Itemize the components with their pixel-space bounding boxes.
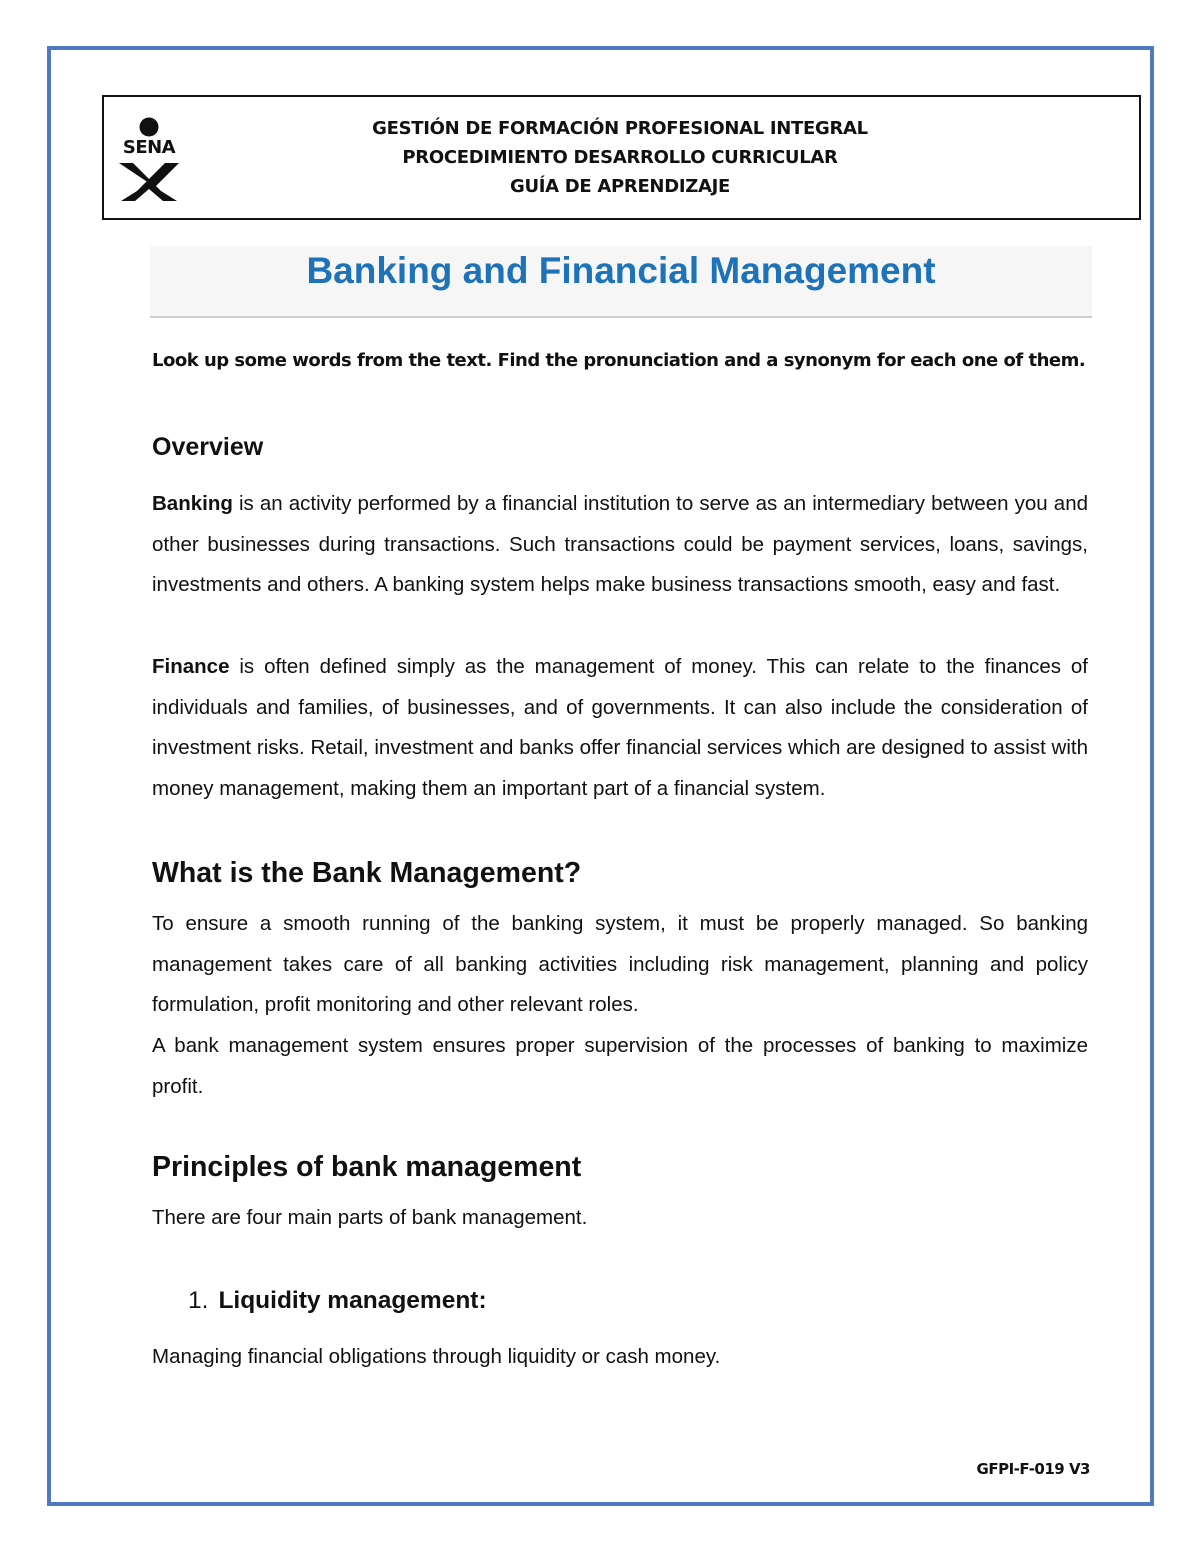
sena-logo-text: SENA (122, 137, 176, 158)
finance-term: Finance (152, 655, 230, 678)
list-item-title: Liquidity management: (218, 1287, 487, 1314)
bank-management-paragraph-1: To ensure a smooth running of the banking system, it must be properly managed. So banking management takes care of all banking activities including risk management, planning and policy formulation, profit monitoring and other relevant roles. (152, 912, 1088, 1017)
finance-text: is often defined simply as the management of money. This can relate to the finances of individuals and families, of businesses, and of governments. It can also include the consideration of investment risks. Retail, investment and banks offer financial services which are designed to assist with money management, making them an important part of a financial system. (152, 655, 1088, 801)
header-line-2: PROCEDIMIENTO DESARROLLO CURRICULAR (402, 147, 838, 168)
banking-text: is an activity performed by a financial institution to serve as an intermediary between you and other businesses during transactions. Such transactions could be payment services, loans, savings, investments and others. A banking system helps make business transactions smooth, easy and fast. (152, 492, 1088, 597)
overview-heading: Overview (152, 433, 264, 461)
principles-intro: There are four main parts of bank management. (152, 1206, 588, 1229)
header-line-1: GESTIÓN DE FORMACIÓN PROFESIONAL INTEGRAL (372, 118, 868, 139)
bank-management-heading: What is the Bank Management? (152, 857, 582, 889)
sena-logo (105, 117, 193, 203)
bank-management-paragraph-2: A bank management system ensures proper supervision of the processes of banking to maximize profit. (152, 1034, 1088, 1098)
header-text (250, 114, 990, 201)
list-item-text: Managing financial obligations through liquidity or cash money. (152, 1345, 721, 1368)
principles-heading: Principles of bank management (152, 1151, 582, 1183)
header-line-3: GUÍA DE APRENDIZAJE (509, 176, 731, 197)
title-divider (150, 316, 1092, 318)
banking-paragraph (152, 484, 1088, 606)
finance-paragraph (152, 647, 1088, 810)
list-item-number: 1. (188, 1287, 209, 1314)
list-item-heading (188, 1283, 487, 1319)
instruction-text: Look up some words from the text. Find the pronunciation and a synonym for each one of them. (152, 350, 1086, 371)
document-title: Banking and Financial Management (306, 250, 936, 291)
banking-term: Banking (152, 492, 233, 515)
footer-form-code: GFPI-F-019 V3 (976, 1460, 1090, 1478)
